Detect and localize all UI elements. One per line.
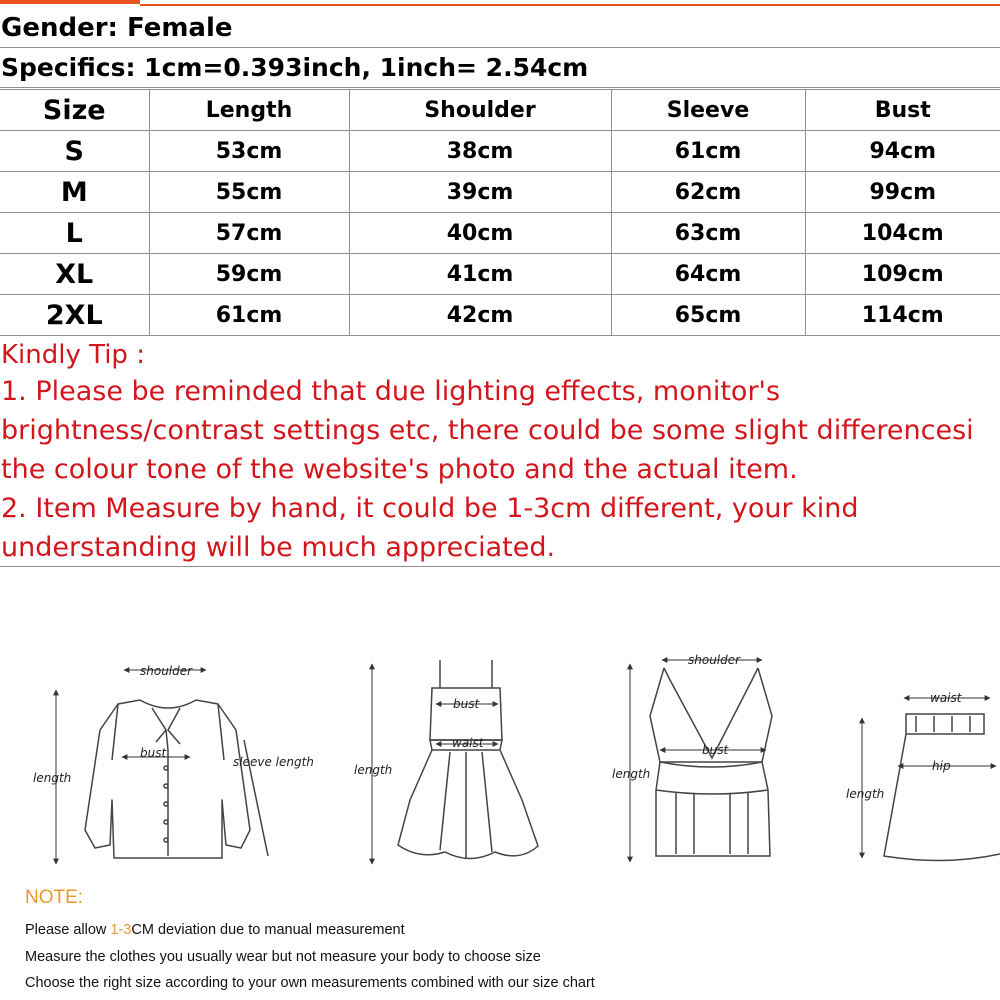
length-cell: 59cm (149, 254, 349, 295)
blouse-sleeve-label: sleeve length (233, 755, 314, 769)
sleeve-cell: 63cm (611, 213, 805, 254)
header-bust: Bust (805, 90, 1000, 131)
tip-line: understanding will be much appreciated. (1, 532, 556, 563)
shoulder-cell: 38cm (349, 131, 611, 172)
note-section (25, 887, 595, 997)
section-divider (0, 566, 1000, 567)
table-row (0, 254, 1000, 295)
header-sleeve: Sleeve (611, 90, 805, 131)
table-row (0, 131, 1000, 172)
tip-line: the colour tone of the website's photo and the actual item. (1, 454, 798, 485)
blouse-length-label: length (33, 771, 72, 785)
note-line: Measure the clothes you usually wear but not measure your body to choose size (25, 948, 541, 965)
skirt-diagram (862, 698, 1000, 861)
bust-cell: 104cm (805, 213, 1000, 254)
table-header-row (0, 90, 1000, 131)
size-cell: L (0, 213, 149, 254)
header-shoulder: Shoulder (349, 90, 611, 131)
note-line1-suffix: CM deviation due to manual measurement (131, 922, 405, 938)
shoulder-cell: 42cm (349, 295, 611, 336)
skirt-hip-label: hip (932, 759, 951, 773)
note-line: Choose the right size according to your own measurements combined with our size chart (25, 975, 595, 991)
note-line (25, 917, 595, 944)
header-length: Length (149, 90, 349, 131)
bust-cell: 114cm (805, 295, 1000, 336)
sleeve-cell: 64cm (611, 254, 805, 295)
sleeve-cell: 61cm (611, 131, 805, 172)
top-accent-line (140, 4, 1000, 6)
blouse-bust-label: bust (140, 746, 167, 760)
dress-bust-label: bust (453, 697, 480, 711)
table-row (0, 295, 1000, 336)
table-row (0, 213, 1000, 254)
size-cell: XL (0, 254, 149, 295)
length-cell: 53cm (149, 131, 349, 172)
shoulder-cell: 39cm (349, 172, 611, 213)
kindly-tip-section (1, 338, 1000, 567)
table-row (0, 172, 1000, 213)
note-line1-prefix: Please allow (25, 922, 111, 938)
dress-diagram (372, 660, 538, 864)
skirt-waist-label: waist (930, 691, 962, 705)
length-cell: 61cm (149, 295, 349, 336)
bust-cell: 94cm (805, 131, 1000, 172)
size-table (0, 89, 1000, 336)
sleeve-cell: 62cm (611, 172, 805, 213)
shoulder-cell: 40cm (349, 213, 611, 254)
gender-row: Gender: Female (0, 8, 1000, 48)
size-cell: S (0, 131, 149, 172)
measurement-diagrams (0, 620, 1000, 880)
top-accent-block (0, 0, 140, 4)
dress-length-label: length (354, 763, 393, 777)
specifics-row: Specifics: 1cm=0.393inch, 1inch= 2.54cm (0, 48, 1000, 88)
tip-line: brightness/contrast settings etc, there could be some slight differencesi (1, 415, 974, 446)
blouse-shoulder-label: shoulder (140, 664, 193, 678)
size-cell: 2XL (0, 295, 149, 336)
vest-shoulder-label: shoulder (688, 653, 741, 667)
vest-length-label: length (612, 767, 651, 781)
vest-bust-label: bust (702, 743, 729, 757)
top-accent-bar (0, 0, 1000, 6)
tip-line: 1. Please be reminded that due lighting effects, monitor's (1, 376, 781, 407)
length-cell: 55cm (149, 172, 349, 213)
note-line1-highlight: 1-3 (110, 922, 132, 938)
note-title: NOTE: (25, 887, 84, 908)
bust-cell: 109cm (805, 254, 1000, 295)
bust-cell: 99cm (805, 172, 1000, 213)
skirt-length-label: length (846, 787, 885, 801)
tip-line: 2. Item Measure by hand, it could be 1-3cm different, your kind (1, 493, 859, 524)
length-cell: 57cm (149, 213, 349, 254)
tip-title: Kindly Tip : (1, 340, 145, 370)
dress-waist-label: waist (452, 736, 484, 750)
shoulder-cell: 41cm (349, 254, 611, 295)
header-size: Size (0, 90, 149, 131)
sleeve-cell: 65cm (611, 295, 805, 336)
size-cell: M (0, 172, 149, 213)
vest-diagram (630, 660, 772, 862)
